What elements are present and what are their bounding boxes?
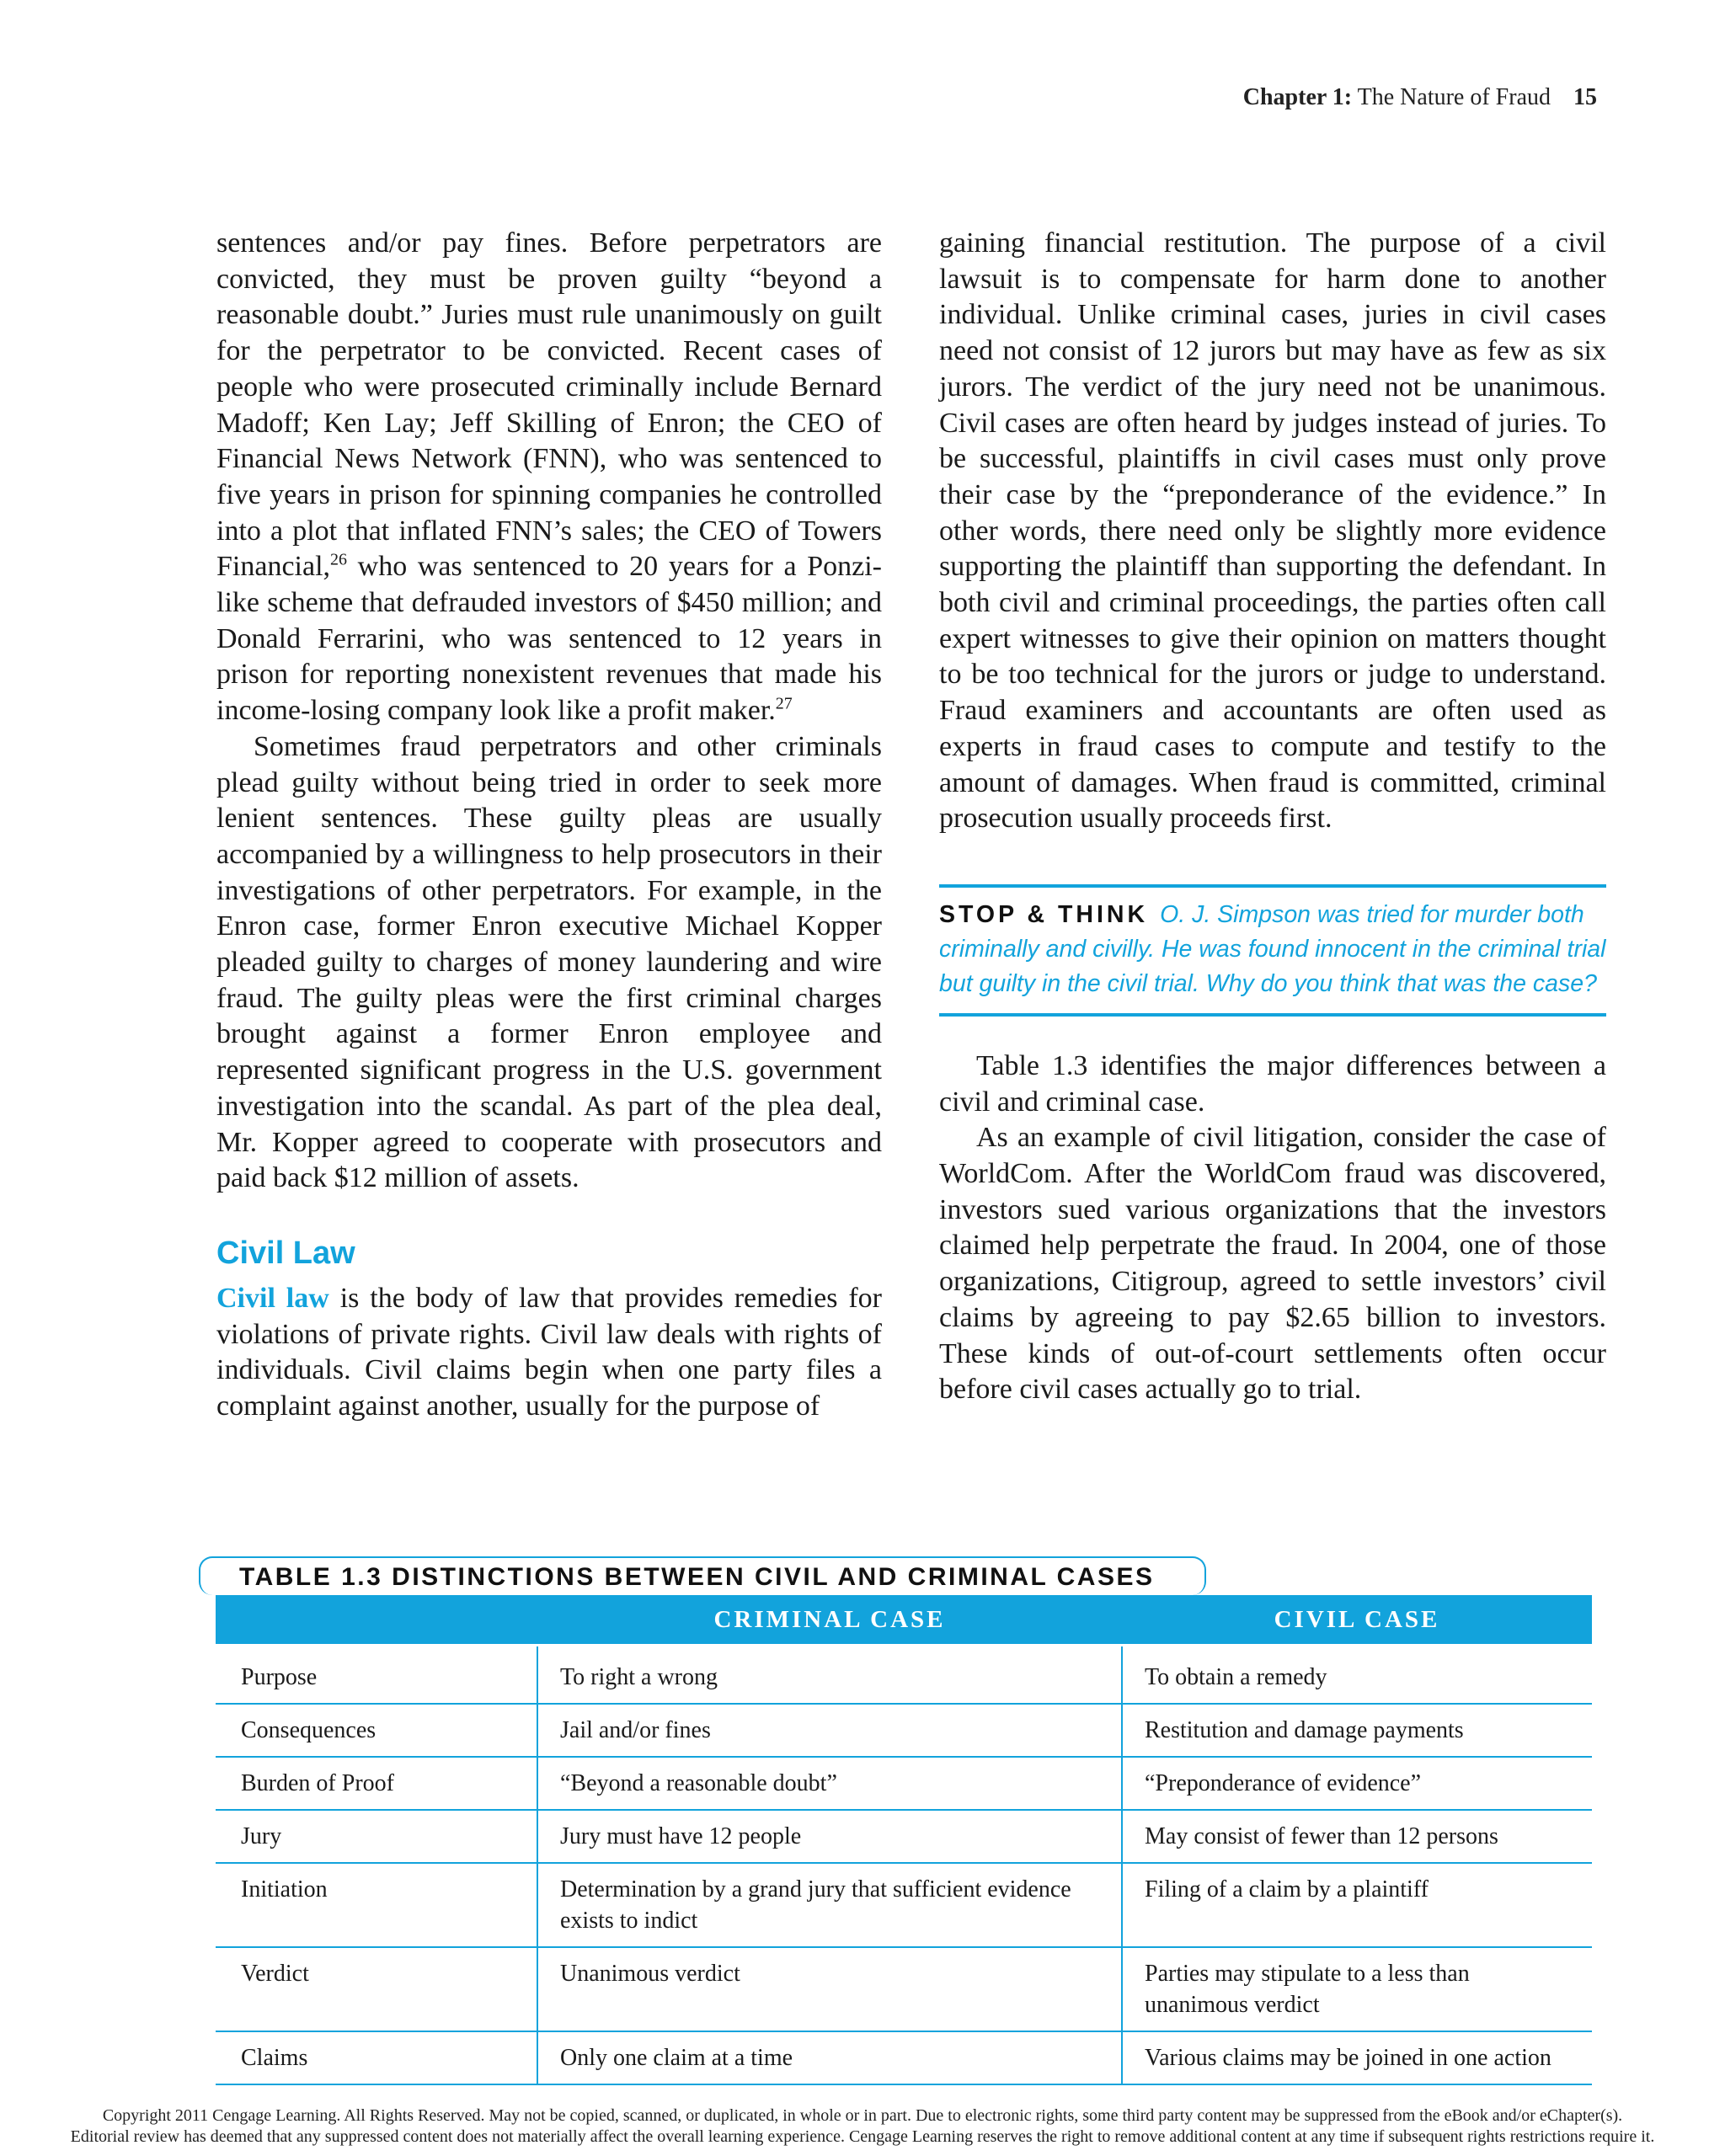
criminal-cell: Unanimous verdict bbox=[537, 1947, 1122, 2031]
civil-cell: Parties may stipulate to a less than unanimous verdict bbox=[1122, 1947, 1592, 2031]
footnote-ref: 27 bbox=[775, 694, 793, 713]
paragraph bbox=[216, 226, 882, 729]
table-row bbox=[216, 1646, 1592, 1705]
key-term: Civil law bbox=[216, 1282, 329, 1314]
column-header: CIVIL CASE bbox=[1122, 1595, 1592, 1646]
text-run: sentences and/or pay fines. Before perpetrators are convicted, they must be proven guilty “beyond a reasonable doubt.” Juries must rule unanimously on guilt for the perpetrator to be convicted. Recent cases of people who were prosecuted criminally include Bernard Madoff; Ken Lay; Jeff Skilling of Enron; the CEO of Financial News Network (FNN), who was sentenced to five years in prison for spinning companies he controlled into a plot that inflated FNN’s sales; the CEO of Towers Financial, bbox=[216, 227, 882, 583]
stop-and-think-box bbox=[939, 884, 1606, 1017]
row-label: Jury bbox=[216, 1810, 537, 1863]
footer-line: Editorial review has deemed that any suppressed content does not materially affect the overall learning experience. Cengage Learning reserves the right to remove additional content at any time if subsequent rights restrictions require it. bbox=[70, 2127, 1655, 2146]
criminal-cell: Jury must have 12 people bbox=[537, 1810, 1122, 1863]
civil-cell: “Preponderance of evidence” bbox=[1122, 1757, 1592, 1810]
stop-label: STOP & THINK bbox=[939, 900, 1149, 928]
row-label: Initiation bbox=[216, 1863, 537, 1947]
right-column bbox=[939, 226, 1606, 1408]
section-heading: Civil Law bbox=[216, 1235, 355, 1271]
footnote-ref: 26 bbox=[330, 551, 348, 569]
criminal-cell: Jail and/or fines bbox=[537, 1704, 1122, 1757]
civil-cell: To obtain a remedy bbox=[1122, 1646, 1592, 1705]
table-title: DISTINCTIONS BETWEEN CIVIL AND CRIMINAL CASES bbox=[392, 1563, 1155, 1591]
table-row bbox=[216, 2031, 1592, 2084]
criminal-cell: Only one claim at a time bbox=[537, 2031, 1122, 2084]
row-label: Claims bbox=[216, 2031, 537, 2084]
criminal-cell: To right a wrong bbox=[537, 1646, 1122, 1705]
table-1-3 bbox=[199, 1556, 1600, 2085]
paragraph bbox=[216, 1281, 882, 1425]
stop-text: O. J. Simpson was tried for murder both criminally and civilly. He was found innocent in the criminal trial but guilty in the civil trial. Why do you think that was the case? bbox=[939, 900, 1606, 997]
row-label: Burden of Proof bbox=[216, 1757, 537, 1810]
criminal-cell: “Beyond a reasonable doubt” bbox=[537, 1757, 1122, 1810]
chapter-label: Chapter 1: bbox=[1242, 84, 1353, 110]
chapter-title: The Nature of Fraud bbox=[1357, 84, 1551, 110]
civil-cell: May consist of fewer than 12 persons bbox=[1122, 1810, 1592, 1863]
paragraph: gaining financial restitution. The purpose of a civil lawsuit is to compensate for harm done to another individual. Unlike criminal cases, juries in civil cases need not consist of 12 jurors but may have as few as six jurors. The verdict of the jury need not be unanimous. Civil cases are often heard by judges instead of juries. To be successful, plaintiffs in civil cases must only prove their case by the “preponderance of the evidence.” In other words, there need only be slightly more evidence supporting the plaintiff than supporting the defendant. In both civil and criminal proceedings, the parties often call expert witnesses to give their opinion on matters thought to be too technical for the jurors or judge to understand. Fraud examiners and accountants are often used as experts in fraud cases to compute and testify to the amount of damages. When fraud is committed, criminal prosecution usually proceeds first. bbox=[939, 227, 1606, 835]
distinctions-table bbox=[216, 1595, 1592, 2085]
table-label: TABLE 1.3 bbox=[239, 1563, 383, 1591]
paragraph: Sometimes fraud perpetrators and other criminals plead guilty without being tried in order to seek more lenient sentences. These guilty pleas are usually accompanied by a willingness to help prosecutors in their investigations of other perpetrators. For example, in the Enron case, former Enron executive Michael Kopper pleaded guilty to charges of money laundering and wire fraud. The guilty pleas were the first criminal charges brought against a former Enron employee and represented significant progress in the U.S. government investigation into the scandal. As part of the plea deal, Mr. Kopper agreed to cooperate with prosecutors and paid back $12 million of assets. bbox=[216, 730, 882, 1194]
paragraph: As an example of civil litigation, consider the case of WorldCom. After the WorldCom fraud was discovered, investors sued various organizations that the investors claimed help perpetrate the fraud. In 2004, one of those organizations, Citigroup, agreed to settle investors’ civil claims by agreeing to pay $2.65 billion to investors. These kinds of out-of-court settlements often occur before civil cases actually go to trial. bbox=[939, 1122, 1606, 1406]
copyright-footer bbox=[0, 2105, 1725, 2148]
row-label: Verdict bbox=[216, 1947, 537, 2031]
table-row bbox=[216, 1704, 1592, 1757]
civil-cell: Various claims may be joined in one action bbox=[1122, 2031, 1592, 2084]
table-header-row bbox=[216, 1595, 1592, 1646]
paragraph: Table 1.3 identifies the major differences between a civil and criminal case. bbox=[939, 1049, 1606, 1118]
row-label: Consequences bbox=[216, 1704, 537, 1757]
footer-line: Copyright 2011 Cengage Learning. All Rights Reserved. May not be copied, scanned, or duplicated, in whole or in part. Due to electronic rights, some third party content may be suppressed from the eBook and/or eChapter(s). bbox=[102, 2106, 1623, 2125]
table-row bbox=[216, 1810, 1592, 1863]
column-header: CRIMINAL CASE bbox=[537, 1595, 1122, 1646]
civil-cell: Filing of a claim by a plaintiff bbox=[1122, 1863, 1592, 1947]
table-row bbox=[216, 1947, 1592, 2031]
civil-cell: Restitution and damage payments bbox=[1122, 1704, 1592, 1757]
table-caption bbox=[199, 1556, 1206, 1595]
criminal-cell: Determination by a grand jury that sufficient evidence exists to indict bbox=[537, 1863, 1122, 1947]
row-label: Purpose bbox=[216, 1646, 537, 1705]
running-head bbox=[1243, 84, 1597, 111]
page-number: 15 bbox=[1573, 84, 1597, 110]
left-column bbox=[216, 226, 882, 1425]
column-header bbox=[216, 1595, 537, 1646]
text-run: is the body of law that provides remedies for violations of private rights. Civil law deals with rights of individuals. Civil claims begin when one party files a complaint against another, usually for the purpose of bbox=[216, 1282, 882, 1422]
table-row bbox=[216, 1863, 1592, 1947]
table-row bbox=[216, 1757, 1592, 1810]
text-run: who was sentenced to 20 years for a Ponzi-like scheme that defrauded investors of $450 million; and Donald Ferrarini, who was sentenced to 12 years in prison for reporting nonexistent revenues that made his income-losing company look like a profit maker. bbox=[216, 551, 882, 727]
